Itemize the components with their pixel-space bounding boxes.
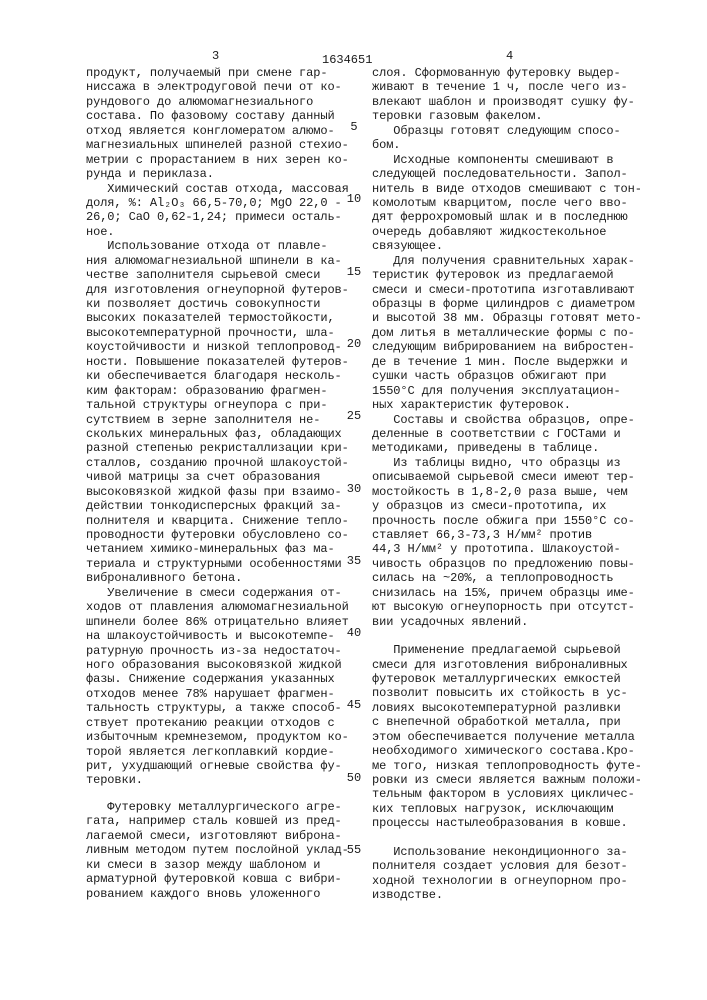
line-number: 20: [346, 337, 362, 351]
text-line: 1550°С для получения эксплуатацион-: [372, 384, 652, 398]
paragraph: [86, 800, 366, 901]
paragraph: [372, 153, 652, 254]
text-line: следующим вибрированием на вибростен-: [372, 340, 652, 354]
text-line: действии тонкодисперсных фракций за-: [86, 499, 366, 513]
text-line: описываемой сырьевой смеси имеют тер-: [372, 470, 652, 484]
text-line: прочность после обжига при 1550°С со-: [372, 514, 652, 528]
text-line: отход является конгломератом алюмо-: [86, 124, 366, 138]
text-line: доля, %: Al₂O₃ 66,5-70,0; MgO 22,0 -: [86, 196, 366, 210]
text-line: Увеличение в смеси содержания от-: [86, 586, 366, 600]
text-line: Составы и свойства образцов, опре-: [372, 413, 652, 427]
text-line: на шлакоустойчивость и высокотемпе-: [86, 629, 366, 643]
patent-number: 1634651: [322, 53, 372, 67]
text-line: Использование некондиционного за-: [372, 845, 652, 859]
text-line: рунда и периклаза.: [86, 167, 366, 181]
text-line: позволит повысить их стойкость в ус-: [372, 686, 652, 700]
text-line: торой является легкоплавкий кордие-: [86, 745, 366, 759]
text-line: и высотой 38 мм. Образцы готовят мето-: [372, 311, 652, 325]
left-page-number: 3: [212, 49, 219, 63]
text-line: полнителя и кварцита. Снижение тепло-: [86, 514, 366, 528]
paragraph: [86, 239, 366, 586]
text-line: проводности футеровки обусловлено со-: [86, 528, 366, 542]
text-line: Применение предлагаемой сырьевой: [372, 643, 652, 657]
text-line: ности. Повышение показателей футеров-: [86, 355, 366, 369]
text-line: у образцов из смеси-прототипа, их: [372, 499, 652, 513]
text-line: шпинели более 86% отрицательно влияет: [86, 615, 366, 629]
text-line: Исходные компоненты смешивают в: [372, 153, 652, 167]
text-line: для изготовления огнеупорной футеров-: [86, 283, 366, 297]
text-line: сталлов, созданию прочной шлакоустой-: [86, 456, 366, 470]
text-line: слоя. Сформованную футеровку выдер-: [372, 66, 652, 80]
text-line: коустойчивости и низкой теплопровод-: [86, 340, 366, 354]
text-line: рит, ухудшающий огневые свойства фу-: [86, 759, 366, 773]
paragraph: [372, 413, 652, 456]
paragraph: [372, 456, 652, 629]
text-line: магнезиальных шпинелей разной стехио-: [86, 138, 366, 152]
paragraph: [372, 124, 652, 153]
text-line: ное.: [86, 225, 366, 239]
text-line: виброналивного бетона.: [86, 571, 366, 585]
text-line: состава. По фазовому составу данный: [86, 109, 366, 123]
text-line: высоковязкой жидкой фазы при взаимо-: [86, 485, 366, 499]
text-line: силась на ~20%, а теплопроводность: [372, 571, 652, 585]
text-line: с внепечной обработкой металла, при: [372, 715, 652, 729]
text-line: сушки часть образцов обжигают при: [372, 369, 652, 383]
text-line: тельным фактором в условиях цикличес-: [372, 787, 652, 801]
text-line: Из таблицы видно, что образцы из: [372, 456, 652, 470]
text-line: териала и структурными особенностями: [86, 557, 366, 571]
text-line: гата, например сталь ковшей из пред-: [86, 814, 366, 828]
text-line: арматурной футеровкой ковша с вибри-: [86, 872, 366, 886]
text-line: Химический состав отхода, массовая: [86, 182, 366, 196]
text-line: методиками, приведены в таблице.: [372, 441, 652, 455]
text-line: лагаемой смеси, изготовляют виброна-: [86, 829, 366, 843]
text-line: полнителя создает условия для безот-: [372, 859, 652, 873]
left-text-column: [86, 66, 366, 901]
text-line: нитель в виде отходов смешивают с тон-: [372, 182, 652, 196]
text-line: комолотым кварцитом, после чего вво-: [372, 196, 652, 210]
text-line: вии усадочных явлений.: [372, 615, 652, 629]
text-line: ных характеристик футеровок.: [372, 398, 652, 412]
text-line: изводстве.: [372, 888, 652, 902]
text-line: ют высокую огнеупорность при отсутст-: [372, 600, 652, 614]
text-line: тальность структуры, а также способ-: [86, 701, 366, 715]
paragraph: [372, 66, 652, 124]
text-line: четанием химико-минеральных фаз ма-: [86, 542, 366, 556]
text-line: следующей последовательности. Запол-: [372, 167, 652, 181]
text-line: ствует протеканию реакции отходов с: [86, 716, 366, 730]
text-line: 44,3 Н/мм² у прототипа. Шлакоустой-: [372, 542, 652, 556]
text-line: ким факторам: образованию фрагмен-: [86, 384, 366, 398]
text-line: живают в течение 1 ч, после чего из-: [372, 80, 652, 94]
line-number: 5: [346, 120, 362, 134]
right-page-number: 4: [506, 49, 513, 63]
text-line: избыточным кремнеземом, продуктом ко-: [86, 730, 366, 744]
text-line: ки обеспечивается благодаря несколь-: [86, 369, 366, 383]
text-line: влекают шаблон и производят сушку фу-: [372, 95, 652, 109]
text-line: ме того, низкая теплопроводность футе-: [372, 759, 652, 773]
text-line: фазы. Снижение содержания указанных: [86, 672, 366, 686]
text-line: ниссажа в электродуговой печи от ко-: [86, 80, 366, 94]
text-line: бом.: [372, 138, 652, 152]
text-line: рованием каждого вновь уложенного: [86, 887, 366, 901]
text-line: 26,0; CaO 0,62-1,24; примеси осталь-: [86, 210, 366, 224]
text-line: теристик футеровок из предлагаемой: [372, 268, 652, 282]
line-number: 50: [346, 771, 362, 785]
line-number: 35: [346, 554, 362, 568]
text-line: мостойкость в 1,8-2,0 раза выше, чем: [372, 485, 652, 499]
text-line: деленные в соответствии с ГОСТами и: [372, 427, 652, 441]
text-line: Футеровку металлургического агре-: [86, 800, 366, 814]
text-line: ния алюмомагнезиальной шпинели в ка-: [86, 254, 366, 268]
text-line: ходов от плавления алюмомагнезиальной: [86, 600, 366, 614]
text-line: Образцы готовят следующим спосо-: [372, 124, 652, 138]
text-line: высокотемпературной прочности, шла-: [86, 326, 366, 340]
text-line: продукт, получаемый при смене гар-: [86, 66, 366, 80]
text-line: необходимого химического состава.Кро-: [372, 744, 652, 758]
text-line: теровки газовым факелом.: [372, 109, 652, 123]
text-line: ливным методом путем послойной уклад-: [86, 843, 366, 857]
text-line: Для получения сравнительных харак-: [372, 254, 652, 268]
line-number: 25: [346, 409, 362, 423]
text-line: Использование отхода от плавле-: [86, 239, 366, 253]
text-line: снизилась на 15%, причем образцы име-: [372, 586, 652, 600]
text-line: ставляет 66,3-73,3 Н/мм² против: [372, 528, 652, 542]
text-line: чивой матрицы за счет образования: [86, 470, 366, 484]
text-line: разной степенью рекристаллизации кри-: [86, 441, 366, 455]
line-number: 40: [346, 626, 362, 640]
text-line: футеровок металлургических емкостей: [372, 672, 652, 686]
text-line: метрии с прорастанием в них зерен ко-: [86, 153, 366, 167]
text-line: высоких показателей термостойкости,: [86, 311, 366, 325]
text-line: ходной технологии в огнеупорном про-: [372, 874, 652, 888]
text-line: ратурную прочность из-за недостаточ-: [86, 644, 366, 658]
text-line: образцы в форме цилиндров с диаметром: [372, 297, 652, 311]
line-number: 45: [346, 698, 362, 712]
paragraph: [372, 643, 652, 831]
paragraph: [86, 586, 366, 788]
text-line: тальной структуры огнеупора с при-: [86, 398, 366, 412]
text-line: ких тепловых нагрузок, исключающим: [372, 802, 652, 816]
text-line: смеси для изготовления виброналивных: [372, 658, 652, 672]
text-line: дят феррохромовый шлак и в последнюю: [372, 210, 652, 224]
line-number: 55: [346, 843, 362, 857]
paragraph: [86, 66, 366, 239]
text-line: связующее.: [372, 239, 652, 253]
text-line: чивость образцов по предложению повы-: [372, 557, 652, 571]
text-line: ного образования высоковязкой жидкой: [86, 658, 366, 672]
text-line: дом литья в металлические формы с по-: [372, 326, 652, 340]
paragraph: [372, 254, 652, 413]
text-line: ки позволяет достичь совокупности: [86, 297, 366, 311]
text-line: сутствием в зерне заполнителя не-: [86, 413, 366, 427]
line-number: 30: [346, 482, 362, 496]
text-line: теровки.: [86, 773, 366, 787]
right-text-column: [372, 66, 652, 903]
text-line: де в течение 1 мин. После выдержки и: [372, 355, 652, 369]
text-line: ки смеси в зазор между шаблоном и: [86, 858, 366, 872]
text-line: ловиях высокотемпературной разливки: [372, 701, 652, 715]
text-line: скольких минеральных фаз, обладающих: [86, 427, 366, 441]
paragraph: [372, 845, 652, 903]
text-line: этом обеспечивается получение металла: [372, 730, 652, 744]
text-line: честве заполнителя сырьевой смеси: [86, 268, 366, 282]
text-line: процессы настылеобразования в ковше.: [372, 816, 652, 830]
text-line: смеси и смеси-прототипа изготавливают: [372, 283, 652, 297]
line-number: 15: [346, 265, 362, 279]
text-line: ровки из смеси является важным положи-: [372, 773, 652, 787]
line-number: 10: [346, 192, 362, 206]
text-line: рундового до алюмомагнезиального: [86, 95, 366, 109]
text-line: очередь добавляют жидкостекольное: [372, 225, 652, 239]
text-line: отходов менее 78% нарушает фрагмен-: [86, 687, 366, 701]
